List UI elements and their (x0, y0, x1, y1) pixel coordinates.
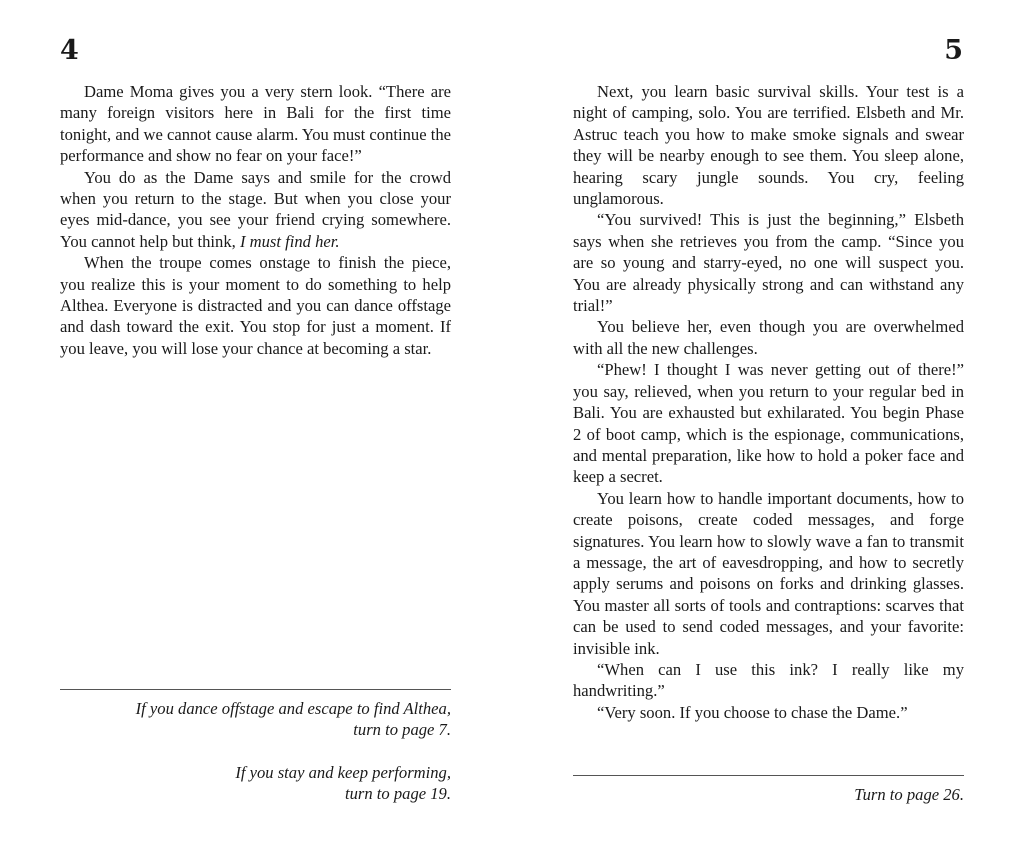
choice-turn-page (573, 784, 964, 805)
paragraph: You learn how to handle important documents, how to create poisons, create coded messages, and forge signatures. You learn how to slowly wave a fan to transmit a message, the art of eavesdropping, and how to secretly apply serums and poisons on forks and drinking glasses. You master all sorts of tools and contraptions: scarves that can be used to send coded messages, and your favorite: invisible ink. (573, 488, 964, 658)
paragraph: “When can I use this ink? I really like my handwriting.” (573, 659, 964, 701)
right-page-text (573, 81, 964, 723)
choice-dance-offstage (60, 698, 451, 741)
italic-thought: I must find her. (239, 231, 340, 251)
paragraph-text: You do as the Dame says and smile for the crowd when you return to the stage. But when you close your eyes mid-dance, you see your friend crying somewhere. You cannot help but think, (60, 167, 451, 251)
choice-line: Turn to page 26. (854, 785, 964, 804)
paragraph: “You survived! This is just the beginning,” Elsbeth says when she retrieves you from the camp. “Since you are so young and starry-eyed, no one will suspect you. You are already physically strong and can withstand any trial!” (573, 210, 964, 316)
paragraph: “Very soon. If you choose to chase the Dame.” (597, 702, 908, 722)
paragraph: Next, you learn basic survival skills. Your test is a night of camping, solo. You are terrified. Elsbeth and Mr. Astruc teach you how to make smoke signals and swear they will be nearby enough to see them. You sleep alone, hearing scary jungle sounds. You cry, feeling unglamorous. (573, 82, 964, 209)
paragraph: Dame Moma gives you a very stern look. “There are many foreign visitors here in Bali for the first time tonight, and we cannot cause alarm. You must continue the performance and show no fear on your face!” (60, 82, 451, 166)
choice-line: If you dance offstage and escape to find Althea, (135, 699, 451, 718)
choice-line: If you stay and keep performing, (235, 763, 451, 782)
paragraph (60, 167, 451, 253)
choice-line: turn to page 7. (353, 720, 451, 740)
right-page-number: 5 (944, 35, 963, 66)
left-divider (60, 689, 451, 690)
left-page-text (60, 81, 451, 359)
left-page-number: 4 (60, 35, 79, 66)
paragraph: When the troupe comes onstage to finish the piece, you realize this is your moment to do something to help Althea. Everyone is distracted and you can dance offstage and dash toward the exit. You stop for just a moment. If you leave, you will lose your chance at becoming a star. (60, 253, 451, 358)
paragraph: “Phew! I thought I was never getting out of there!” you say, relieved, when you return to your regular bed in Bali. You are exhausted but exhilarated. You begin Phase 2 of boot camp, which is the espionage, communications, and mental preparation, like how to hold a poker face and keep a secret. (573, 360, 964, 487)
right-divider (573, 775, 964, 776)
choice-line: turn to page 19. (344, 784, 451, 804)
paragraph: You believe her, even though you are overwhelmed with all the new challenges. (573, 317, 964, 358)
choice-stay-performing (60, 762, 451, 805)
